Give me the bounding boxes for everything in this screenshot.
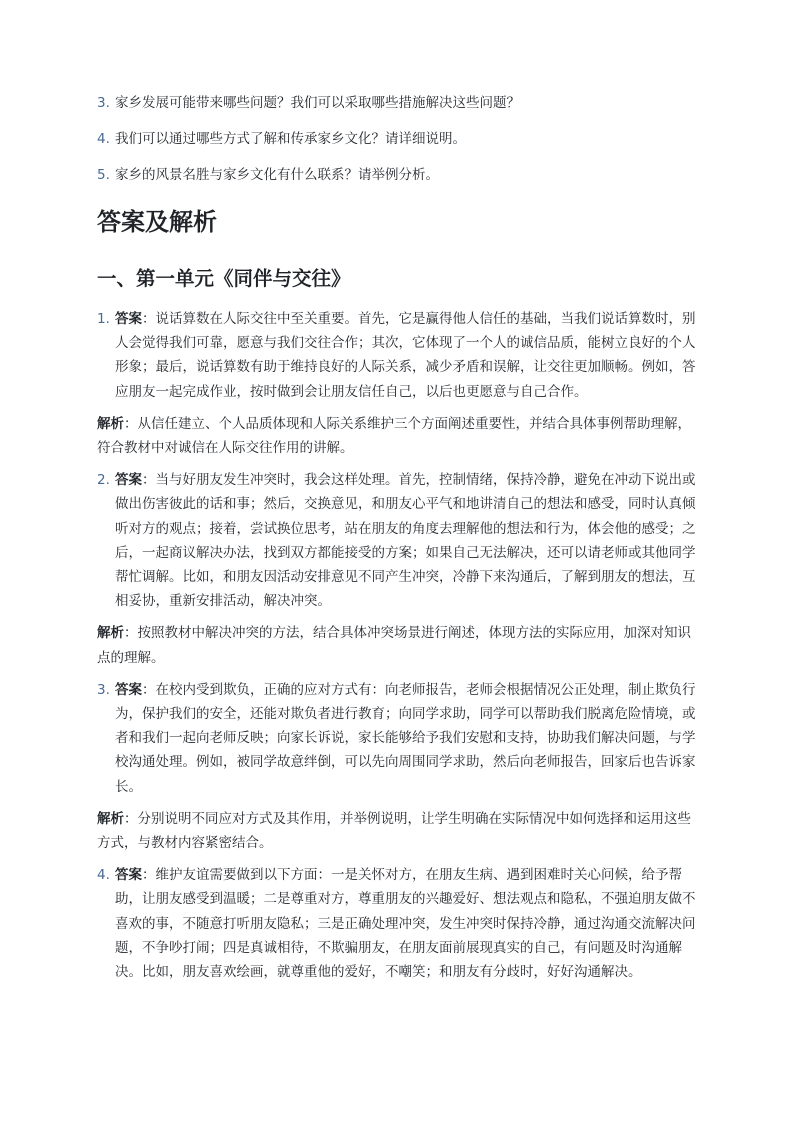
question-text: 家乡发展可能带来哪些问题？我们可以采取哪些措施解决这些问题？	[115, 95, 520, 111]
answer-body	[115, 307, 699, 404]
answers-section	[97, 307, 699, 992]
answer-text: 维护友谊需要做到以下方面：一是关怀对方，在朋友生病、遇到困难时关心问候，给予帮助，让朋友感受到温暖；二是尊重对方，尊重朋友的兴趣爱好、想法观点和隐私，不强迫朋友做不喜欢的事，不随意打听朋友隐私；三是正确处理冲突，发生冲突时保持冷静，通过沟通交流解决问题，不争吵打闹；四是真诚相待，不欺骗朋友，在朋友面前展现真实的自己，有问题及时沟通解决。比如，朋友喜欢绘画，就尊重他的爱好，不嘲笑；和朋友有分歧时，好好沟通解决。	[115, 867, 696, 981]
analysis-text: 从信任建立、个人品质体现和人际关系维护三个方面阐述重要性，并结合具体事例帮助理解，符合教材中对诚信在人际交往作用的讲解。	[97, 415, 691, 457]
question-item	[97, 165, 717, 185]
question-number: 4.	[97, 131, 110, 147]
analysis-colon: ：	[124, 415, 138, 432]
answer-text: 说话算数在人际交往中至关重要。首先，它是赢得他人信任的基础，当我们说话算数时，别人会觉得我们可靠，愿意与我们交往合作；其次，它体现了一个人的诚信品质，能树立良好的个人形象；最后，说话算数有助于维持良好的人际关系，减少矛盾和误解，让交往更加顺畅。例如，答应朋友一起完成作业，按时做到会让朋友信任自己，以后也更愿意与自己合作。	[115, 311, 696, 400]
question-text: 我们可以通过哪些方式了解和传承家乡文化？请详细说明。	[115, 131, 466, 147]
analysis-label: 解析	[97, 415, 124, 432]
answer-label: 答案	[115, 681, 142, 698]
answer-text: 在校内受到欺负，正确的应对方式有：向老师报告，老师会根据情况公正处理，制止欺负行为，保护我们的安全，还能对欺负者进行教育；向同学求助，同学可以帮助我们脱离危险情境，或者和我们一起向老师反映；向家长诉说，家长能够给予我们安慰和支持，协助我们解决问题，与学校沟通处理。例如，被同学故意绊倒，可以先向周围同学求助，然后向老师报告，回家后也告诉家长。	[115, 681, 696, 795]
answer-label: 答案	[115, 311, 142, 327]
answer-colon: ：	[142, 472, 156, 489]
answer-number: 4.	[97, 867, 110, 884]
answer-label: 答案	[115, 472, 142, 489]
analysis-label: 解析	[97, 625, 124, 642]
question-item	[97, 93, 717, 113]
question-list	[97, 93, 717, 201]
analysis-label: 解析	[97, 810, 124, 827]
answer-colon: ：	[142, 311, 156, 327]
question-number: 5.	[97, 167, 110, 183]
analysis-text: 按照教材中解决冲突的方法，结合具体冲突场景进行阐述，体现方法的实际应用，加深对知识点的理解。	[97, 625, 691, 666]
analysis-colon: ：	[124, 810, 138, 827]
answer-item	[97, 678, 699, 799]
analysis-paragraph	[97, 807, 699, 855]
question-text: 家乡的风景名胜与家乡文化有什么联系？请举例分析。	[115, 167, 439, 183]
answer-colon: ：	[142, 867, 156, 884]
answer-body	[115, 678, 699, 799]
analysis-paragraph	[97, 412, 699, 460]
analysis-colon: ：	[124, 625, 138, 642]
question-number: 3.	[97, 95, 110, 111]
answer-item	[97, 863, 699, 984]
answer-body	[115, 863, 699, 984]
answer-item	[97, 468, 699, 613]
analysis-text: 分别说明不同应对方式及其作用，并举例说明，让学生明确在实际情况中如何选择和运用这些方式，与教材内容紧密结合。	[97, 810, 691, 852]
answer-colon: ：	[142, 681, 156, 698]
answer-item	[97, 307, 699, 404]
question-item	[97, 129, 717, 149]
analysis-paragraph	[97, 621, 699, 669]
answer-body	[115, 468, 699, 613]
answer-label: 答案	[115, 867, 142, 884]
answers-heading: 答案及解析	[97, 208, 217, 236]
answer-text: 当与好朋友发生冲突时，我会这样处理。首先，控制情绪，保持冷静，避免在冲动下说出或做出伤害彼此的话和事；然后，交换意见，和朋友心平气和地讲清自己的想法和感受，同时认真倾听对方的观点；接着，尝试换位思考，站在朋友的角度去理解他的想法和行为，体会他的感受；之后，一起商议解决办法，找到双方都能接受的方案；如果自己无法解决，还可以请老师或其他同学帮忙调解。比如，和朋友因活动安排意见不同产生冲突，冷静下来沟通后，了解到朋友的想法，互相妥协，重新安排活动，解决冲突。	[115, 472, 696, 610]
answer-number: 3.	[97, 681, 110, 698]
unit-heading: 一、第一单元《同伴与交往》	[97, 267, 351, 290]
answer-number: 1.	[97, 311, 110, 327]
answer-number: 2.	[97, 472, 110, 489]
